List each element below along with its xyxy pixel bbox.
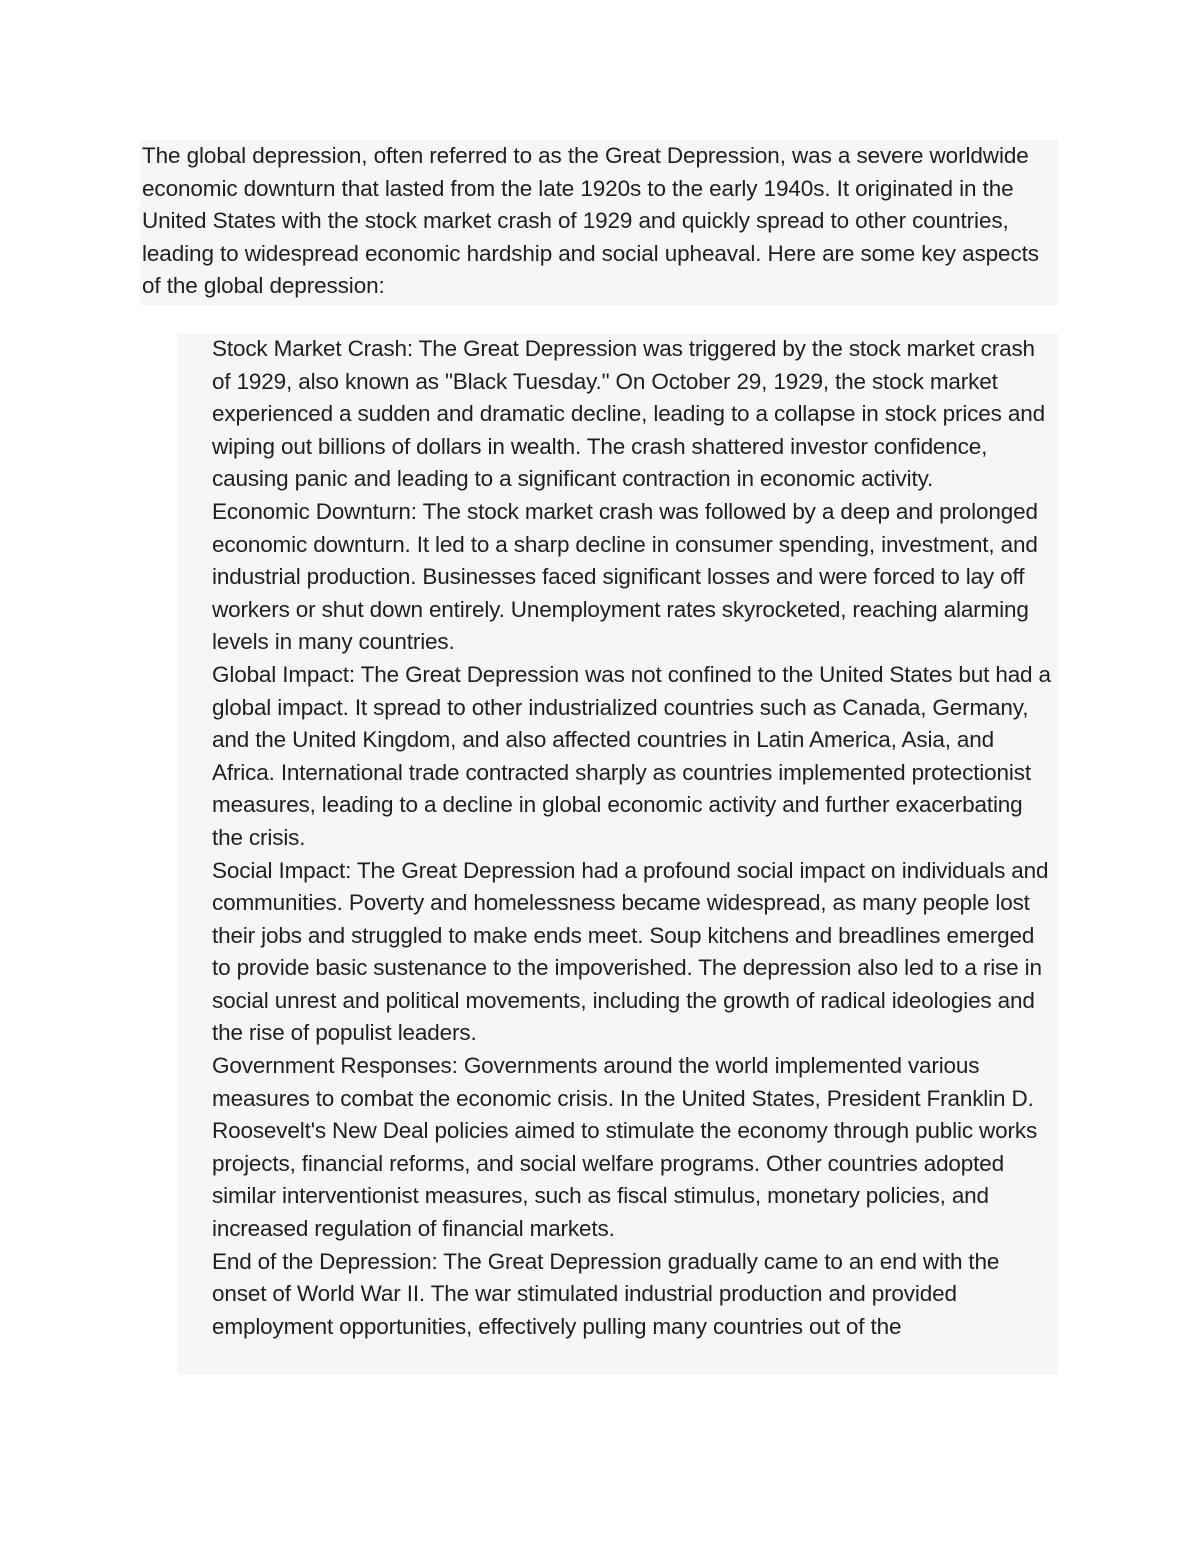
- intro-paragraph: The global depression, often referred to as the Great Depression, was a severe worldwide economic downturn that lasted from the late 1920s to the early 1940s. It originated in the United States with the stock market crash of 1929 and quickly spread to other countries, leading to widespread economic hardship and social upheaval. Here are some key aspects of the global depression:: [142, 143, 1039, 299]
- aspects-list-block: [177, 333, 1058, 1375]
- intro-paragraph-block: [140, 140, 1058, 305]
- aspect-global-impact: Global Impact: The Great Depression was not confined to the United States but had a global impact. It spread to other industrialized countries such as Canada, Germany, and the United Kingdom, and also affected countries in Latin America, Asia, and Africa. International trade contracted sharply as countries implemented protectionist measures, leading to a decline in global economic activity and further exacerbating the crisis.: [212, 661, 1051, 850]
- aspect-government-responses: Government Responses: Governments around the world implemented various measures to combat the economic crisis. In the United States, President Franklin D. Roosevelt's New Deal policies aimed to stimulate the economy through public works projects, financial reforms, and social welfare programs. Other countries adopted similar interventionist measures, such as fiscal stimulus, monetary policies, and increased regulation of financial markets.: [212, 1053, 1038, 1242]
- aspects-list: [177, 333, 1058, 1343]
- aspect-stock-market-crash: Stock Market Crash: The Great Depression was triggered by the stock market crash of 1929, also known as "Black Tuesday." On October 29, 1929, the stock market experienced a sudden and dramatic decline, leading to a collapse in stock prices and wiping out billions of dollars in wealth. The crash shattered investor confidence, causing panic and leading to a significant contraction in economic activity.: [212, 336, 1045, 492]
- aspect-economic-downturn: Economic Downturn: The stock market crash was followed by a deep and prolonged economic downturn. It led to a sharp decline in consumer spending, investment, and industrial production. Businesses faced significant losses and were forced to lay off workers or shut down entirely. Unemployment rates skyrocketed, reaching alarming levels in many countries.: [212, 498, 1038, 655]
- aspect-end-of-depression: End of the Depression: The Great Depression gradually came to an end with the onset of World War II. The war stimulated industrial production and provided employment opportunities, effectively pulling many countries out of the: [212, 1248, 1000, 1339]
- aspect-social-impact: Social Impact: The Great Depression had a profound social impact on individuals and communities. Poverty and homelessness became widespread, as many people lost their jobs and struggled to make ends meet. Soup kitchens and breadlines emerged to provide basic sustenance to the impoverished. The depression also led to a rise in social unrest and political movements, including the growth of radical ideologies and the rise of populist leaders.: [212, 857, 1049, 1046]
